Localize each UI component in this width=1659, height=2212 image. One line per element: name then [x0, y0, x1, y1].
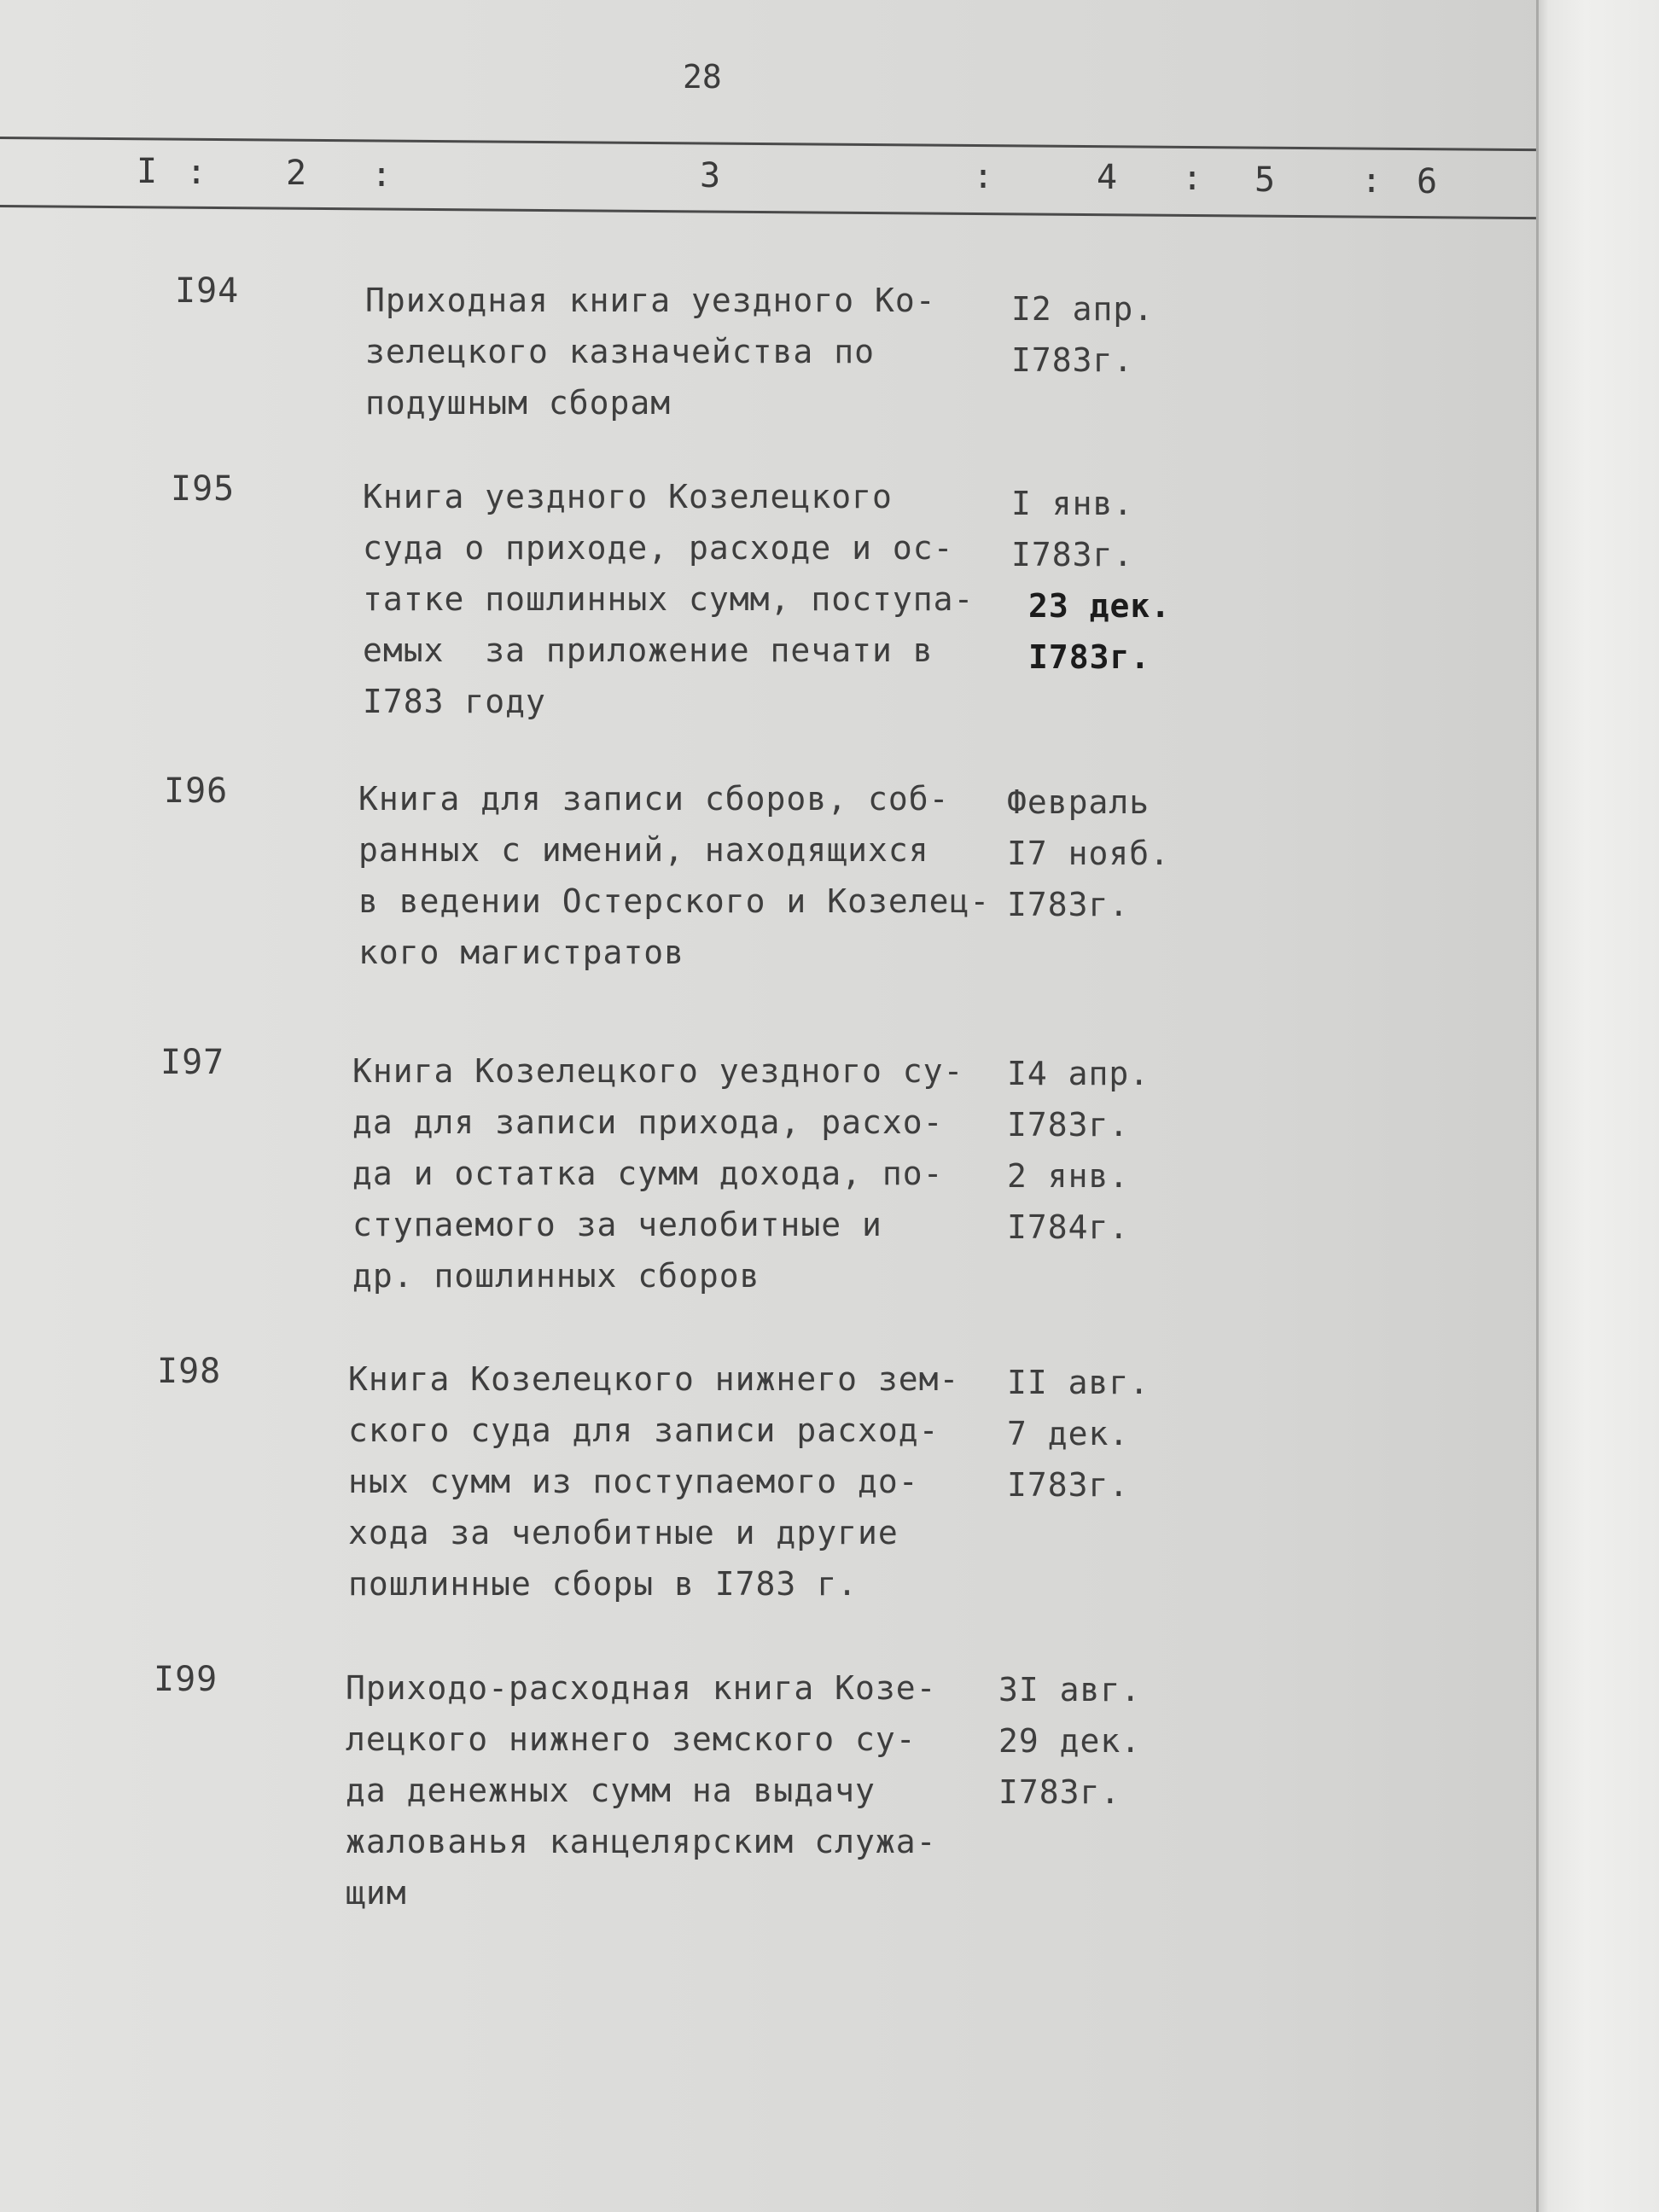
record-title: [358, 773, 990, 978]
record-title-line: хода за челобитные и другие: [348, 1514, 899, 1551]
record-dates: [1011, 283, 1154, 386]
record-dates: [1011, 478, 1171, 683]
column-header-4: 4: [1097, 158, 1118, 198]
record-date-line: I783г.: [1007, 1106, 1130, 1144]
record-title-line: Приходо-расходная книга Козе-: [346, 1669, 937, 1707]
column-header-5: 5: [1254, 160, 1276, 200]
record-title-line: татке пошлинных сумм, поступа-: [363, 580, 975, 618]
record-date-line: 29 дек.: [998, 1722, 1142, 1760]
record-date-line: I783г.: [1007, 1466, 1130, 1504]
record-number: I97: [160, 1043, 225, 1082]
record-title-line: зелецкого казначейства по: [365, 333, 875, 370]
page-edge-shadow: [1536, 0, 1539, 2212]
record-dates: [998, 1664, 1141, 1818]
record-title-line: др. пошлинных сборов: [352, 1257, 760, 1295]
record-title-line: ского суда для записи расход-: [348, 1412, 940, 1449]
page-number: 28: [683, 58, 722, 96]
record-date-line: I783г.: [998, 1773, 1121, 1811]
record-title-line: ранных с имений, находящихся: [358, 831, 929, 869]
column-separator: :: [973, 157, 994, 196]
record-title: [348, 1353, 959, 1610]
record-title-line: Книга Козелецкого нижнего зем-: [348, 1360, 960, 1398]
record-dates: [1007, 777, 1170, 930]
record-date-line: I783г.: [1007, 886, 1130, 923]
record-date-line: I783г.: [1028, 638, 1151, 676]
record-title-line: емых за приложение печати в: [363, 632, 934, 669]
record-date-line: I783г.: [1011, 536, 1134, 573]
record-title-line: пошлинные сборы в I783 г.: [348, 1565, 858, 1603]
record-title: [365, 275, 936, 428]
record-title-line: Книга Козелецкого уездного су-: [352, 1052, 964, 1090]
record-date-line: 3I авг.: [998, 1671, 1142, 1708]
record-date-line: 7 дек.: [1007, 1415, 1130, 1452]
record-number: I95: [171, 469, 236, 509]
record-title-line: да и остатка сумм дохода, по-: [352, 1155, 944, 1192]
record-title-line: Книга уездного Козелецкого: [363, 478, 893, 515]
column-separator: :: [371, 154, 393, 195]
record-number: I94: [175, 271, 240, 311]
record-title: [363, 471, 974, 727]
column-separator: :: [186, 153, 207, 193]
column-header-I: I: [137, 152, 158, 191]
record-title: [346, 1662, 936, 1918]
record-title-line: в ведении Остерского и Козелец-: [358, 882, 991, 920]
record-title: [352, 1045, 963, 1301]
record-date-line: 23 дек.: [1028, 587, 1172, 625]
record-title-line: ступаемого за челобитные и: [352, 1206, 882, 1243]
record-title-line: I783 году: [363, 683, 546, 720]
record-title-line: Приходная книга уездного Ко-: [365, 282, 936, 319]
record-date-line: I784г.: [1007, 1208, 1130, 1246]
record-title-line: ных сумм из поступаемого до-: [348, 1463, 919, 1500]
record-number: I98: [157, 1352, 222, 1391]
record-date-line: I7 нояб.: [1007, 835, 1171, 872]
record-date-line: 2 янв.: [1007, 1157, 1130, 1195]
record-date-line: Февраль: [1007, 783, 1150, 821]
record-dates: [1007, 1048, 1150, 1253]
record-title-line: да для записи прихода, расхо-: [352, 1103, 944, 1141]
record-number: I96: [164, 771, 229, 811]
record-number: I99: [154, 1660, 218, 1699]
record-title-line: да денежных сумм на выдачу: [346, 1772, 876, 1809]
record-title-line: подушным сборам: [365, 384, 672, 422]
column-separator: :: [1182, 159, 1203, 199]
record-date-line: I янв.: [1011, 485, 1134, 522]
record-date-line: I4 апр.: [1007, 1055, 1150, 1092]
record-dates: [1007, 1357, 1150, 1511]
record-title-line: Книга для записи сборов, соб-: [358, 780, 950, 818]
next-page-edge: [1536, 0, 1659, 2212]
record-title-line: кого магистратов: [358, 934, 685, 971]
record-date-line: I2 апр.: [1011, 290, 1155, 328]
column-header-3: 3: [700, 155, 721, 195]
record-title-line: лецкого нижнего земского су-: [346, 1720, 917, 1758]
record-date-line: I783г.: [1011, 341, 1134, 379]
record-title-line: суда о приходе, расходе и ос-: [363, 529, 954, 567]
record-title-line: щим: [346, 1874, 407, 1912]
column-header-6: 6: [1417, 162, 1438, 201]
record-date-line: II авг.: [1007, 1364, 1150, 1401]
column-separator: :: [1361, 160, 1382, 201]
record-title-line: жалованья канцелярским служа-: [346, 1823, 937, 1860]
column-header-2: 2: [286, 154, 307, 194]
